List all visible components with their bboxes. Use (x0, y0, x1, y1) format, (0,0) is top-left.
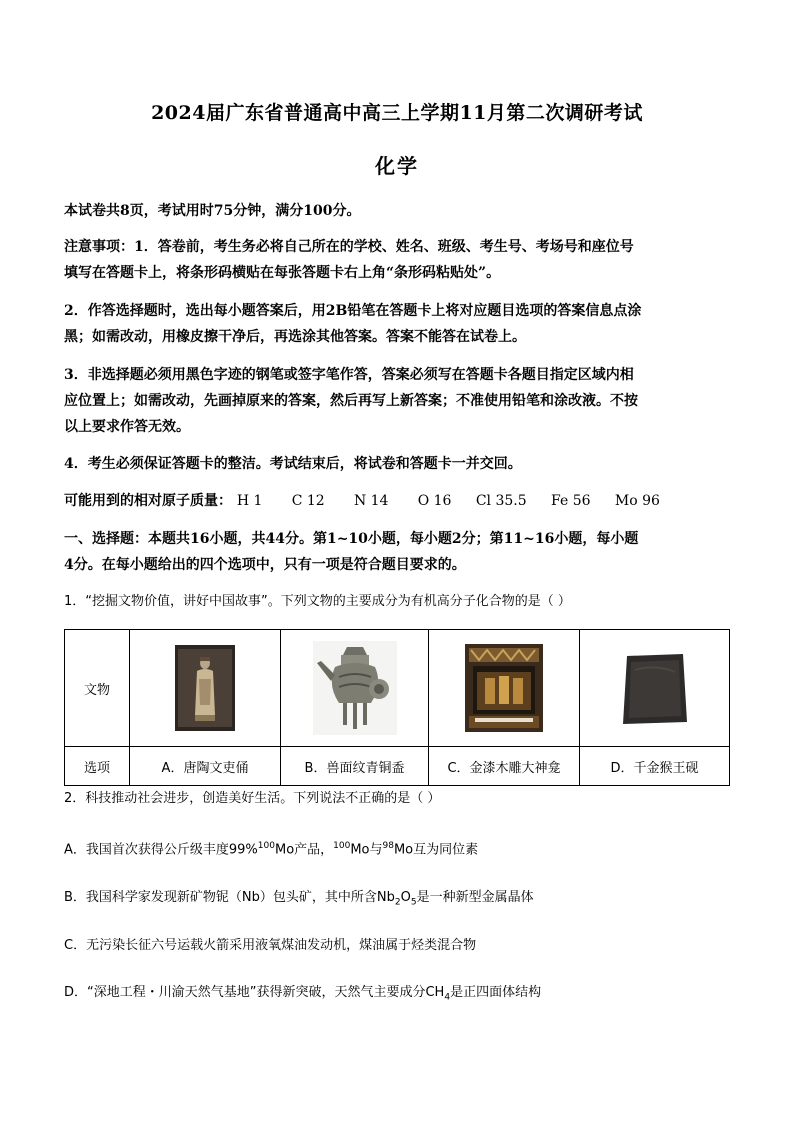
table-row (65, 630, 730, 747)
atomic-mass-item: Cl 35.5 (475, 493, 527, 509)
note-2-line-1: 2．作答选择题时，选出每小题答案后，用2B铅笔在答题卡上将对应题目选项的答案信息点涂 (64, 303, 642, 319)
option-b: B．兽面纹青铜盉 (281, 747, 429, 786)
q2a-part: Mo与 (350, 842, 383, 858)
relic-image-a (130, 630, 281, 747)
question-2-option-b (64, 888, 734, 913)
bronze-he-vessel-image (313, 641, 397, 735)
note-2-line-2: 黑；如需改动，用橡皮擦干净后，再选涂其他答案。答案不能答在试卷上。 (64, 329, 526, 345)
atomic-mass-item: O 16 (417, 493, 452, 509)
row-header-relic: 文物 (65, 630, 130, 747)
option-a: A．唐陶文吏俑 (130, 747, 281, 786)
row-header-option: 选项 (65, 747, 130, 786)
q2d-part: D．“深地工程・川渝天然气基地”获得新突破，天然气主要成分CH (64, 985, 445, 1000)
q2d-part: 是正四面体结构 (450, 985, 542, 1000)
section-1-heading (64, 526, 732, 578)
question-1-stem: 1．“挖掘文物价值，讲好中国故事”。下列文物的主要成分为有机高分子化合物的是（ ） (64, 594, 571, 609)
note-1-line-1: 注意事项：1．答卷前，考生务必将自己所在的学校、姓名、班级、考生号、考场号和座位号 (64, 239, 634, 255)
subject-title: 化学 (375, 154, 419, 178)
inkstone-image (621, 650, 689, 726)
section-1-line-2: 4分。在每小题给出的四个选项中，只有一项是符合题目要求的。 (64, 557, 466, 573)
q2d-subscript: 4 (444, 992, 451, 1003)
gilded-shrine-image (465, 644, 543, 732)
note-3 (64, 362, 732, 440)
note-1 (64, 234, 732, 286)
question-2-option-a (64, 836, 734, 860)
q2a-part: Mo互为同位素 (393, 842, 479, 858)
relic-image-b (281, 630, 429, 747)
question-1-table (64, 629, 730, 786)
atomic-masses-label: 可能用到的相对原子质量： (64, 493, 232, 509)
q2b-part: 是一种新型金属晶体 (416, 890, 534, 905)
q2b-subscript: 5 (410, 897, 417, 908)
atomic-mass-item: H 1 (236, 493, 263, 509)
page-title: 2024届广东省普通高中高三上学期11月第二次调研考试 (151, 102, 643, 124)
atomic-mass-item: C 12 (291, 493, 325, 509)
note-3-line-2: 应位置上；如需改动，先画掉原来的答案，然后再写上新答案；不准使用铅笔和涂改液。不按 (64, 393, 638, 409)
section-1-line-1: 一、选择题：本题共16小题，共44分。第1~10小题，每小题2分；第11~16小题，每小题 (64, 531, 639, 547)
note-2 (64, 298, 732, 350)
relic-image-d (580, 630, 730, 747)
note-3-line-1: 3．非选择题必须用黑色字迹的钢笔或签字笔作答，答案必须写在答题卡各题目指定区域内相 (64, 367, 634, 383)
q2a-mass-number: 98 (382, 841, 394, 851)
question-2-stem: 2．科技推动社会进步，创造美好生活。下列说法不正确的是（ ） (64, 791, 441, 806)
relic-image-c (429, 630, 580, 747)
q2a-part: Mo产品， (274, 842, 334, 858)
atomic-mass-item: N 14 (353, 493, 389, 509)
question-2-option-c: C．无污染长征六号运载火箭采用液氧煤油发动机，煤油属于烃类混合物 (64, 938, 477, 953)
table-row (65, 747, 730, 786)
question-2-option-d (64, 983, 734, 1008)
option-d: D．千金猴王砚 (580, 747, 730, 786)
q2b-subscript: 2 (394, 897, 401, 908)
note-3-line-3: 以上要求作答无效。 (64, 419, 190, 435)
note-4: 4．考生必须保证答题卡的整洁。考试结束后，将试卷和答题卡一并交回。 (64, 456, 522, 472)
q2a-mass-number: 100 (333, 841, 351, 851)
q2a-part: A．我国首次获得公斤级丰度99% (64, 842, 258, 858)
atomic-mass-item: Fe 56 (551, 493, 591, 509)
option-c: C．金漆木雕大神龛 (429, 747, 580, 786)
q2a-mass-number: 100 (257, 841, 275, 851)
tang-pottery-figure-image (175, 645, 235, 731)
q2b-part: B．我国科学家发现新矿物铌（Nb）包头矿，其中所含Nb (64, 890, 395, 905)
q2b-part: O (400, 890, 411, 905)
atomic-mass-item: Mo 96 (614, 493, 660, 509)
note-1-line-2: 填写在答题卡上，将条形码横贴在每张答题卡右上角“条形码粘贴处”。 (64, 265, 501, 281)
atomic-masses (64, 488, 732, 514)
intro-line: 本试卷共8页，考试用时75分钟，满分100分。 (64, 203, 361, 219)
